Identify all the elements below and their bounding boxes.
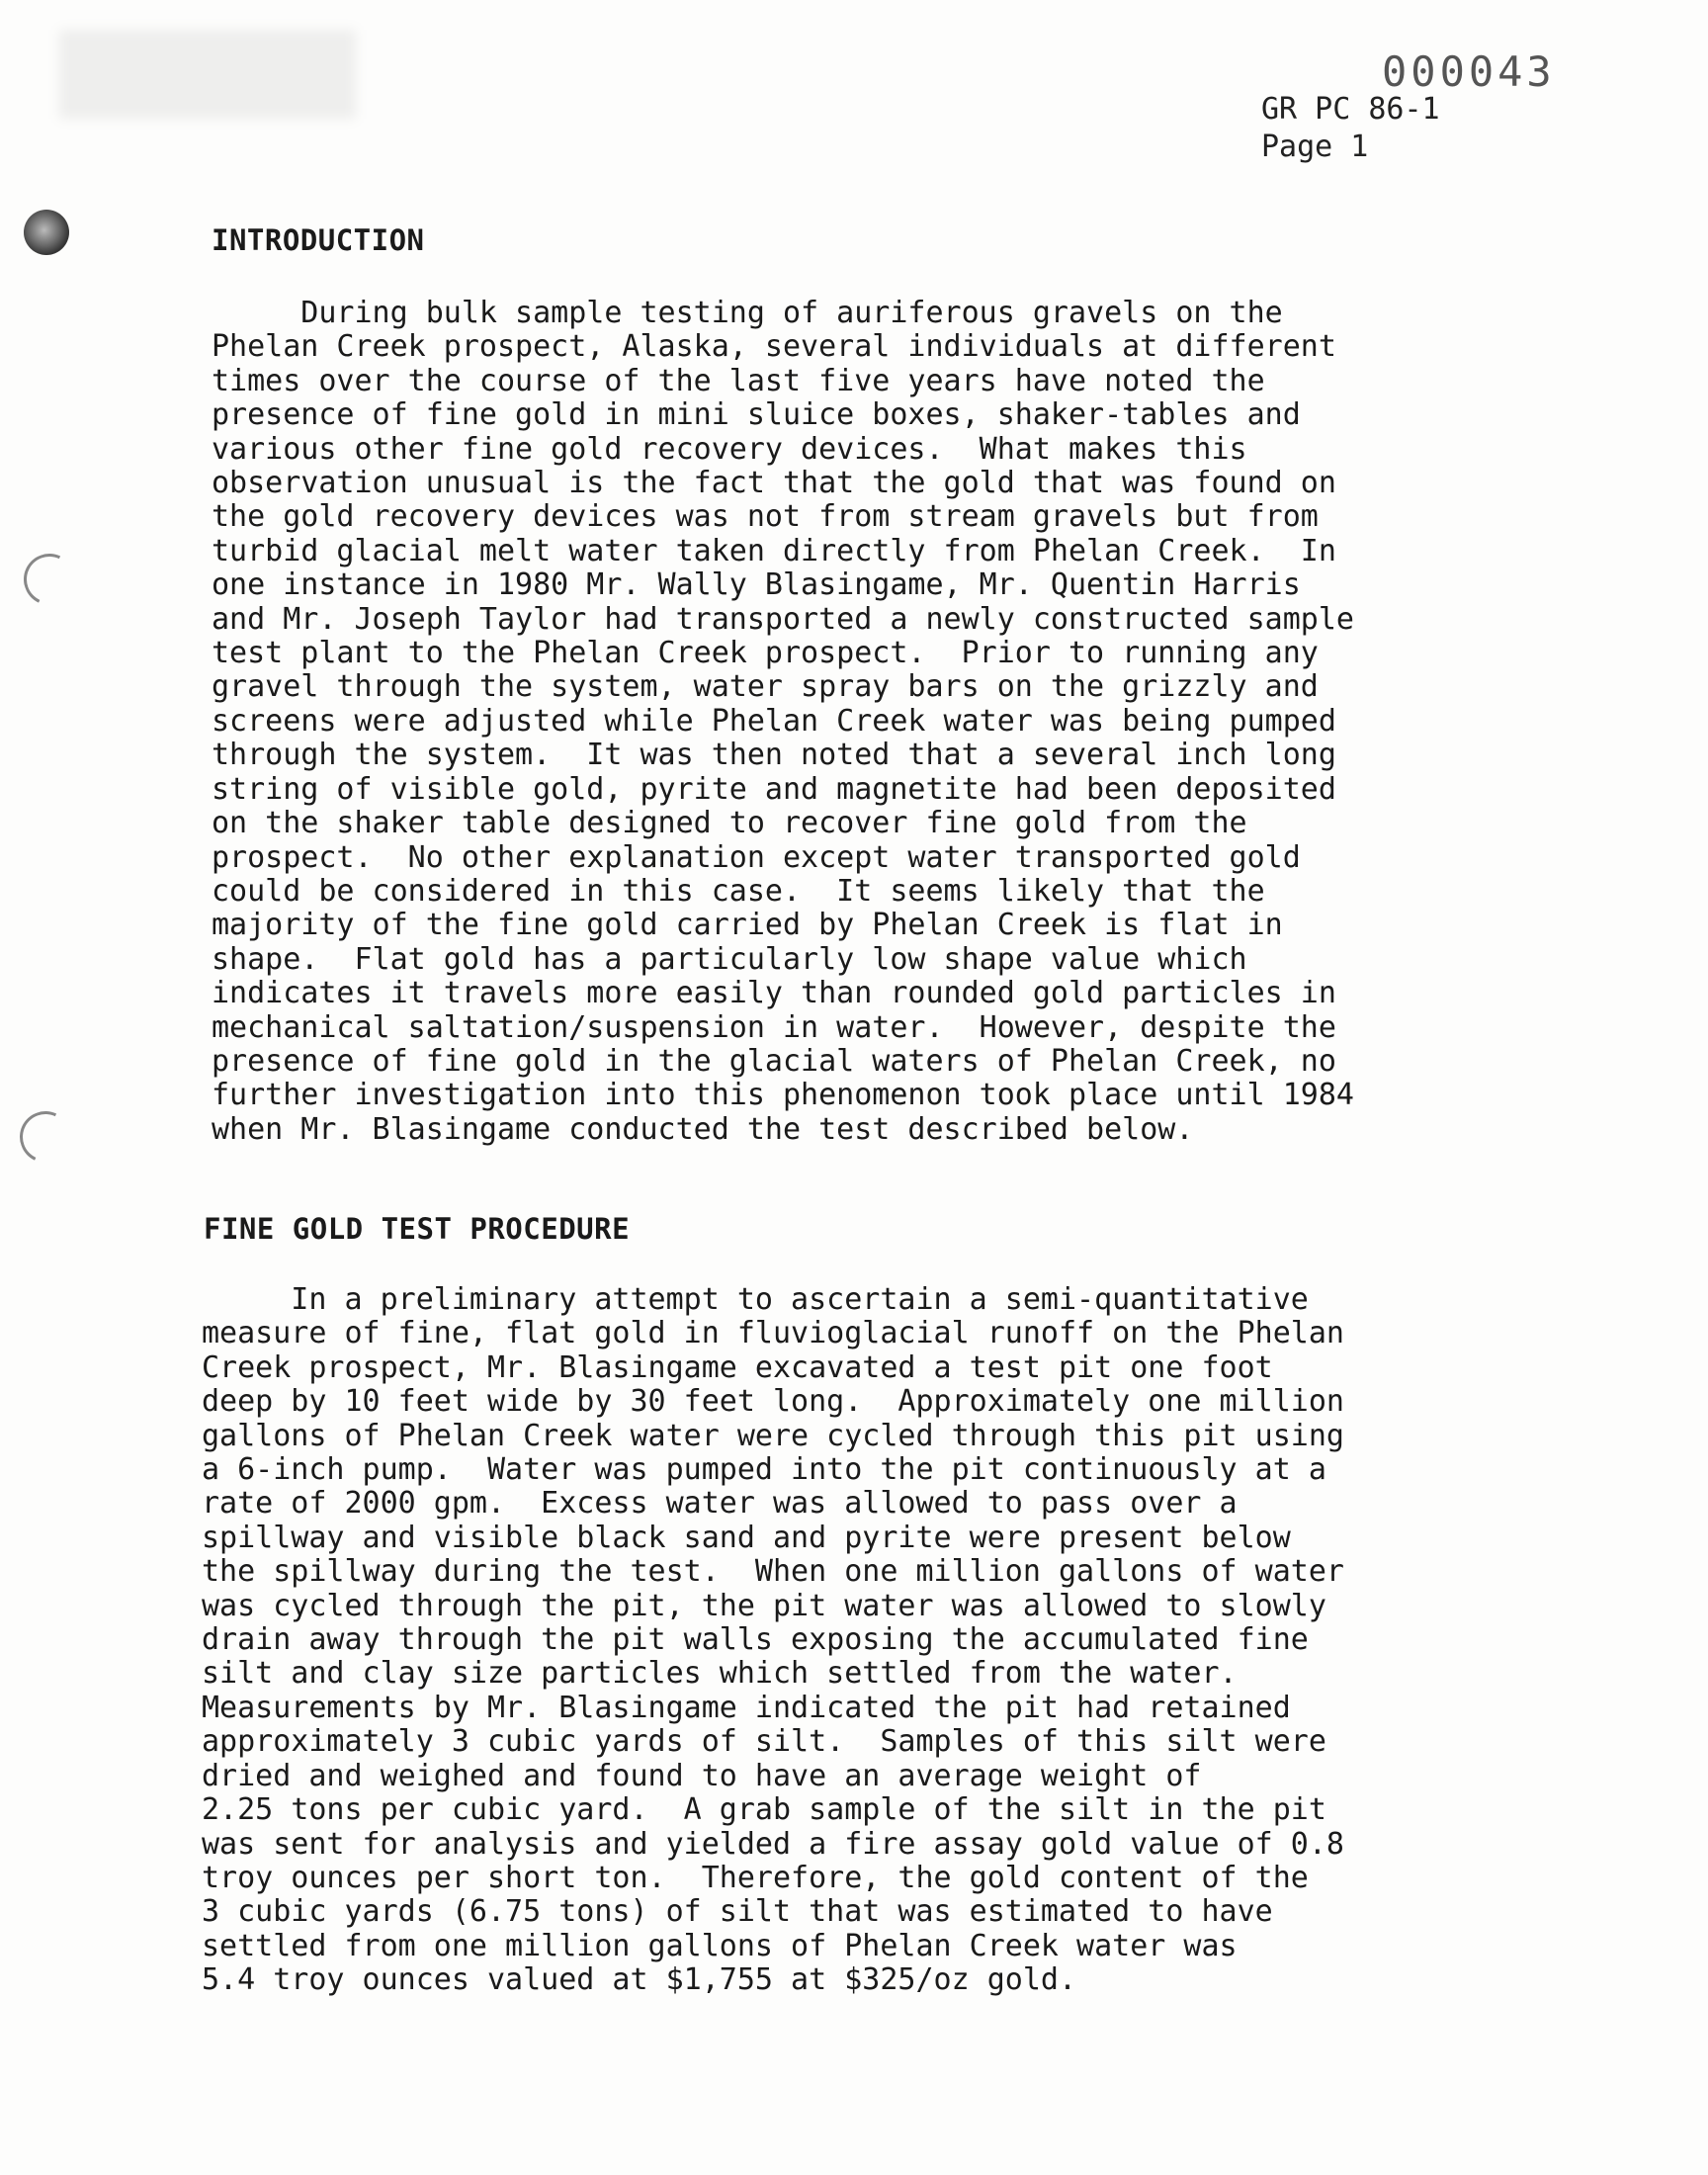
text-line: measure of fine, flat gold in fluvioglacial runoff on the Phelan: [202, 1316, 1344, 1351]
text-line: further investigation into this phenomenon took place until 1984: [212, 1078, 1354, 1113]
text-line: shape. Flat gold has a particularly low shape value which: [212, 941, 1247, 977]
text-line: string of visible gold, pyrite and magnetite had been deposited: [212, 771, 1336, 807]
text-line: approximately 3 cubic yards of silt. Samples of this silt were: [202, 1724, 1326, 1760]
page-reference: [1261, 91, 1440, 166]
text-line: turbid glacial melt water taken directly from Phelan Creek. In: [212, 533, 1336, 568]
text-line: troy ounces per short ton. Therefore, the gold content of the: [202, 1860, 1309, 1895]
text-line: Phelan Creek prospect, Alaska, several individuals at different: [212, 329, 1336, 365]
text-line: rate of 2000 gpm. Excess water was allowed to pass over a: [202, 1486, 1238, 1522]
text-line: a 6-inch pump. Water was pumped into the pit continuously at a: [202, 1452, 1326, 1488]
text-line: through the system. It was then noted that a several inch long: [212, 738, 1336, 773]
text-line: gallons of Phelan Creek water were cycled through this pit using: [202, 1418, 1344, 1453]
report-id: GR PC 86-1: [1261, 92, 1440, 127]
text-line: deep by 10 feet wide by 30 feet long. Approximately one million: [202, 1384, 1344, 1420]
text-line: Measurements by Mr. Blasingame indicated the pit had retained: [202, 1690, 1291, 1725]
text-line: gravel through the system, water spray bars on the grizzly and: [212, 669, 1319, 705]
text-line: prospect. No other explanation except water transported gold: [212, 839, 1301, 875]
text-line: silt and clay size particles which settled from the water.: [202, 1656, 1238, 1692]
text-line: one instance in 1980 Mr. Wally Blasingame, Mr. Quentin Harris: [212, 567, 1301, 603]
text-line: majority of the fine gold carried by Phelan Creek is flat in: [212, 908, 1283, 943]
text-line: various other fine gold recovery devices. What makes this: [212, 431, 1247, 467]
procedure-paragraph: [202, 1283, 1344, 1998]
text-line: and Mr. Joseph Taylor had transported a newly constructed sample: [212, 601, 1354, 637]
binder-ring-mark-icon: [17, 547, 83, 613]
text-line: 5.4 troy ounces valued at $1,755 at $325/oz gold.: [202, 1962, 1077, 1998]
text-line: 3 cubic yards (6.75 tons) of silt that was estimated to have: [202, 1894, 1273, 1930]
text-line: indicates it travels more easily than rounded gold particles in: [212, 976, 1336, 1011]
text-line: 2.25 tons per cubic yard. A grab sample of the silt in the pit: [202, 1792, 1326, 1828]
text-line: on the shaker table designed to recover fine gold from the: [212, 806, 1247, 841]
page-number: Page 1: [1261, 130, 1369, 164]
text-line: was sent for analysis and yielded a fire assay gold value of 0.8: [202, 1826, 1344, 1862]
text-line: could be considered in this case. It seems likely that the: [212, 873, 1265, 909]
text-line: drain away through the pit walls exposing the accumulated fine: [202, 1622, 1309, 1658]
text-line: screens were adjusted while Phelan Creek water was being pumped: [212, 703, 1336, 739]
introduction-heading: INTRODUCTION: [212, 223, 425, 257]
text-line: the gold recovery devices was not from stream gravels but from: [212, 499, 1319, 535]
text-line: spillway and visible black sand and pyrite were present below: [202, 1520, 1291, 1555]
punch-hole-icon: [24, 210, 69, 255]
binder-ring-mark-icon: [13, 1104, 79, 1171]
text-line: observation unusual is the fact that the gold that was found on: [212, 466, 1336, 501]
text-line: Creek prospect, Mr. Blasingame excavated a test pit one foot: [202, 1349, 1273, 1385]
procedure-heading: FINE GOLD TEST PROCEDURE: [204, 1212, 631, 1246]
text-line: presence of fine gold in mini sluice boxes, shaker-tables and: [212, 397, 1301, 433]
document-number: 000043: [1382, 47, 1556, 96]
scan-smudge: [59, 30, 356, 119]
text-line: settled from one million gallons of Phelan Creek water was: [202, 1928, 1238, 1963]
text-line: In a preliminary attempt to ascertain a semi-quantitative: [202, 1282, 1309, 1317]
text-line: dried and weighed and found to have an average weight of: [202, 1758, 1202, 1793]
text-line: During bulk sample testing of auriferous gravels on the: [212, 296, 1283, 330]
text-line: was cycled through the pit, the pit water was allowed to slowly: [202, 1588, 1326, 1623]
text-line: presence of fine gold in the glacial waters of Phelan Creek, no: [212, 1043, 1336, 1079]
text-line: the spillway during the test. When one million gallons of water: [202, 1554, 1344, 1590]
text-line: mechanical saltation/suspension in water. However, despite the: [212, 1009, 1336, 1045]
text-line: times over the course of the last five years have noted the: [212, 363, 1265, 398]
introduction-paragraph: [212, 297, 1354, 1147]
text-line: test plant to the Phelan Creek prospect. Prior to running any: [212, 636, 1319, 671]
text-line: when Mr. Blasingame conducted the test described below.: [212, 1111, 1194, 1147]
